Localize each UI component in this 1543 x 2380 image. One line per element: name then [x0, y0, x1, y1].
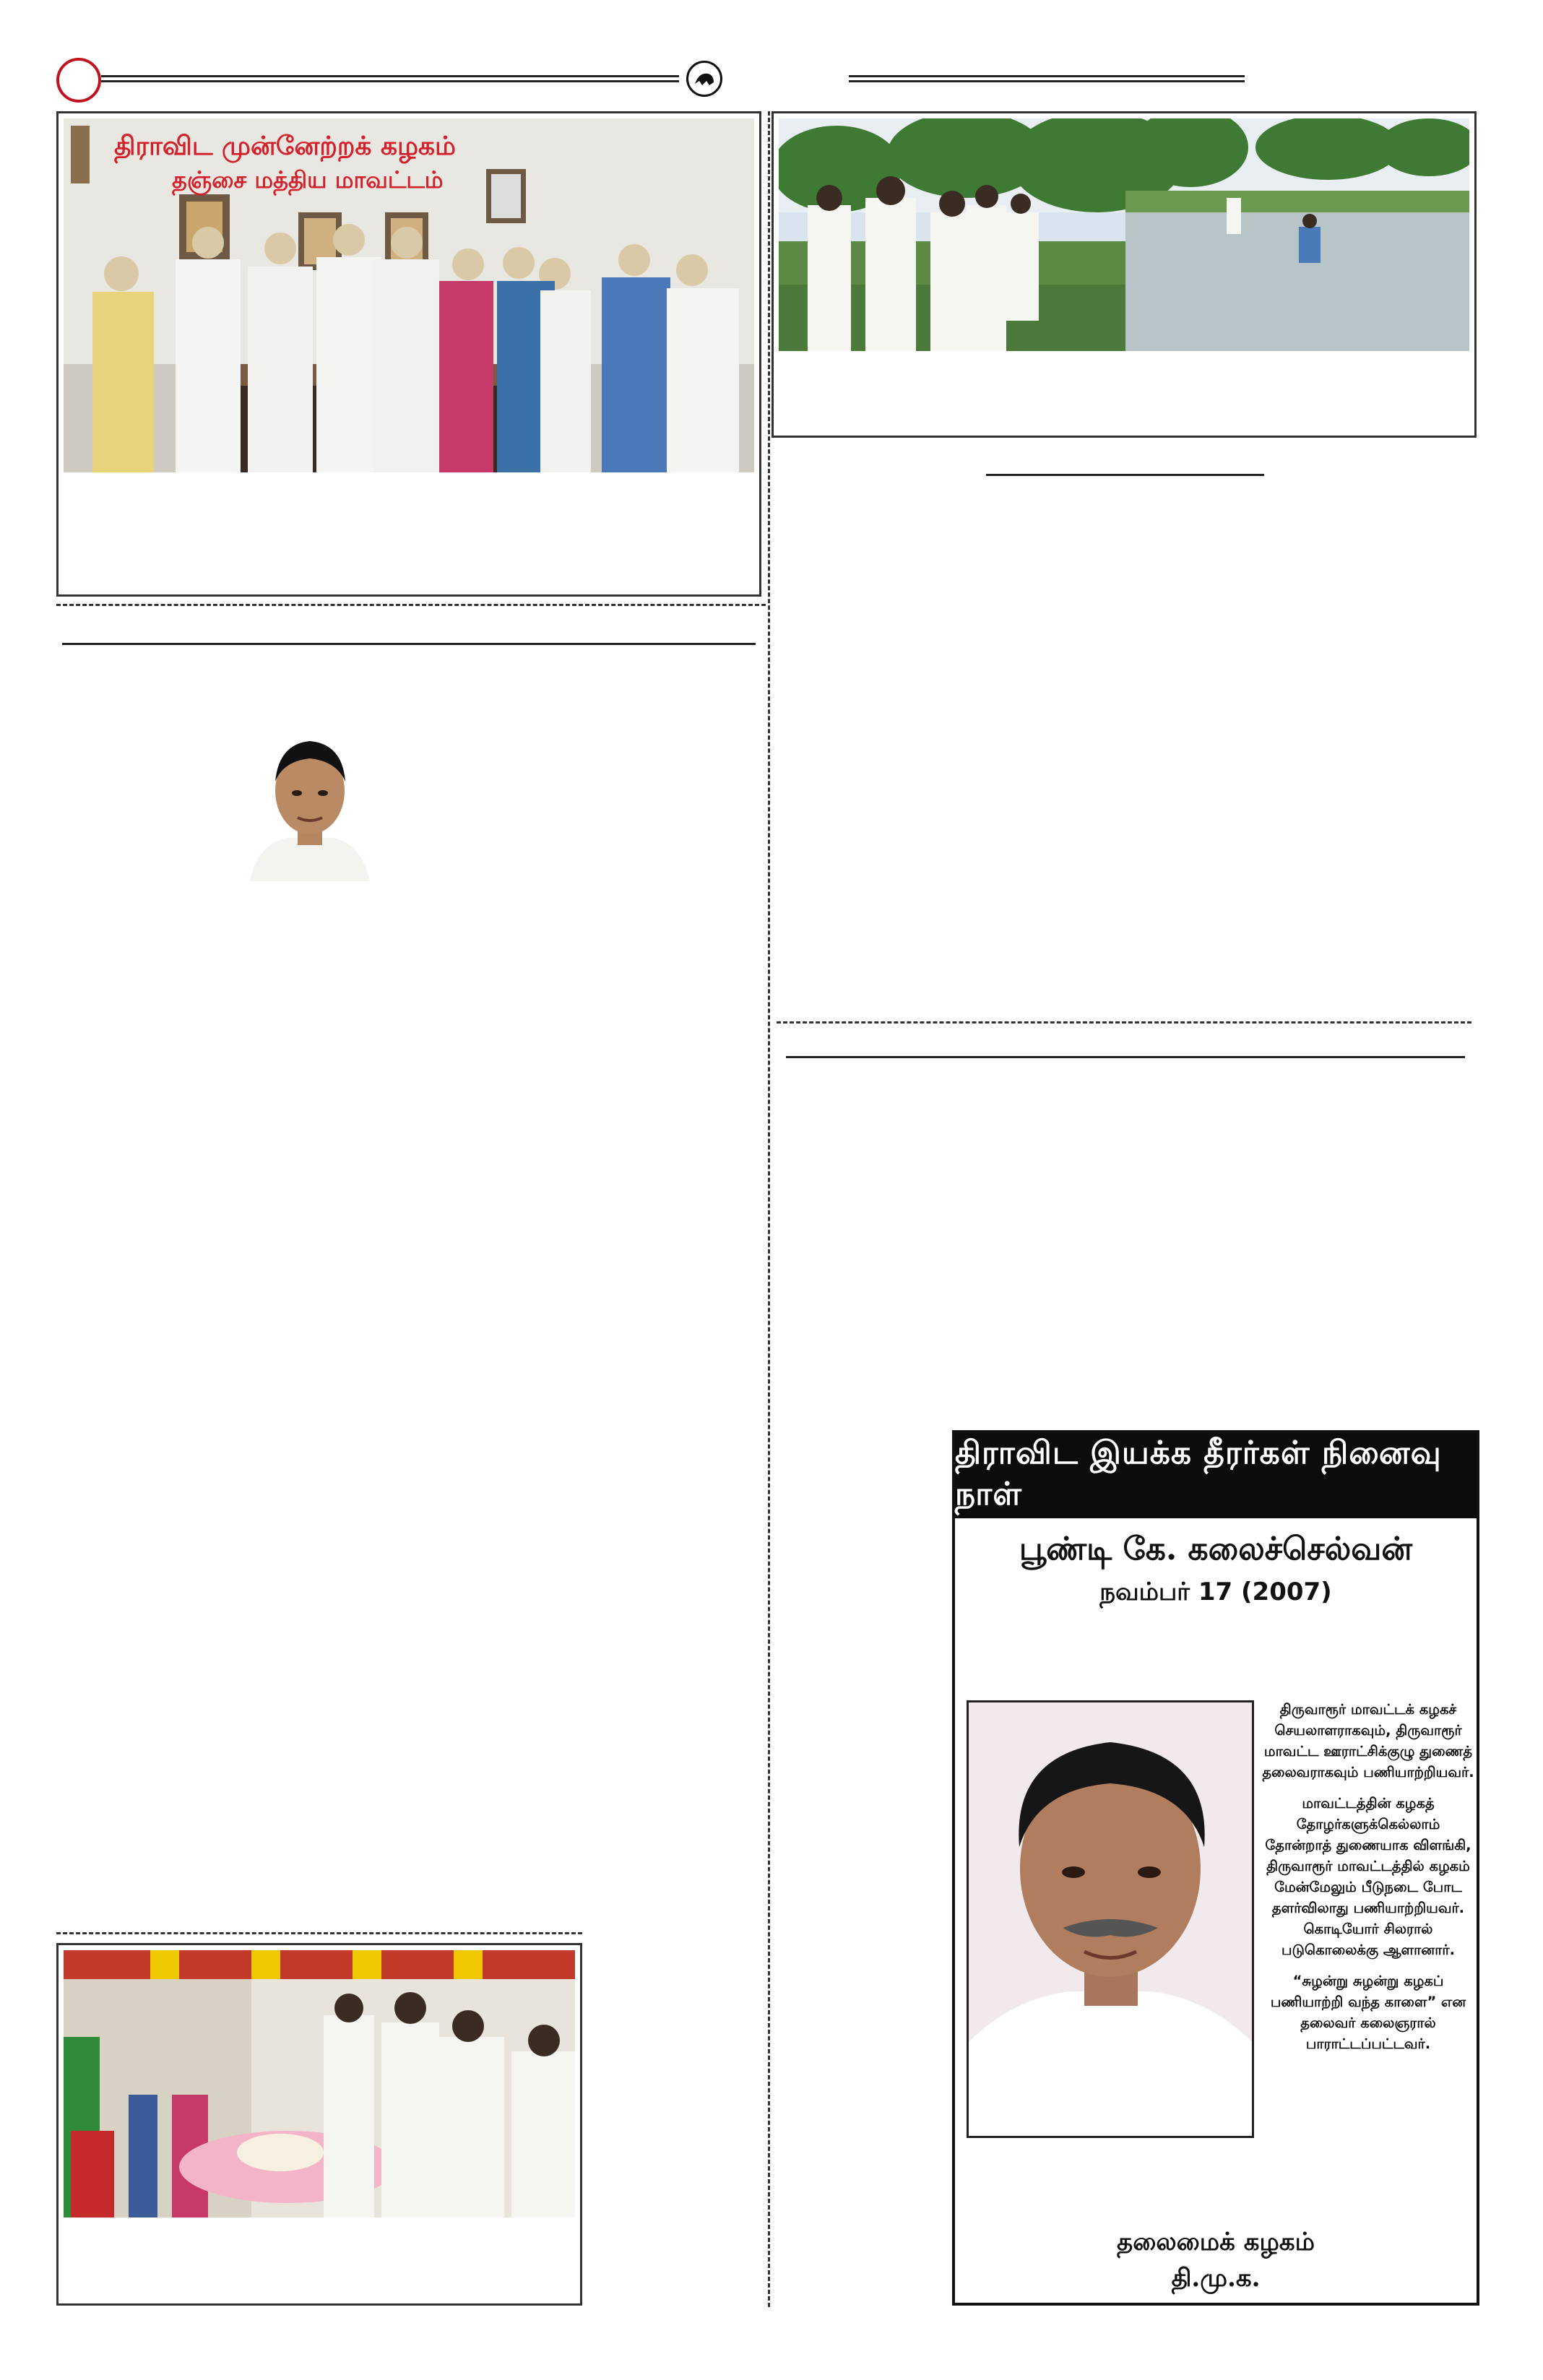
banner-line-2: தஞ்சை மத்திய மாவட்டம்	[172, 166, 444, 194]
section-rule-left	[62, 643, 756, 645]
section-rule-right-1	[986, 474, 1264, 476]
memorial-bio-1: திருவாரூர் மாவட்டக் கழகச் செயலாளராகவும், திருவாரூர் மாவட்ட ஊராட்சிக்குழு துணைத் தலைவராகவும் பணியாற்றியவர்.	[1262, 1701, 1474, 1780]
memorial-date: நவம்பர் 17 (2007)	[1099, 1578, 1332, 1606]
field-inspection-photo	[779, 118, 1469, 351]
dashed-separator-left-bottom	[56, 1932, 582, 1934]
portrait-headshot	[250, 730, 370, 881]
rising-sun-emblem-icon	[686, 61, 722, 97]
masthead-rule-left	[101, 75, 679, 82]
column-divider	[768, 111, 770, 2307]
meeting-photo	[64, 118, 754, 472]
memorial-footer-line-2: தி.மு.க.	[1171, 2264, 1261, 2293]
masthead-red-circle	[56, 58, 101, 103]
banner-line-1: திராவிட முன்னேற்றக் கழகம்	[114, 131, 456, 161]
masthead-rule-right	[849, 75, 1245, 82]
condolence-photo	[64, 1950, 575, 2217]
section-rule-right-2	[786, 1056, 1465, 1058]
memorial-header: திராவிட இயக்க தீரர்கள் நினைவு நாள்	[955, 1433, 1477, 1518]
memorial-bio	[1261, 1699, 1475, 2064]
memorial-footer-line-1: தலைமைக் கழகம்	[1117, 2228, 1315, 2256]
memorial-advertisement	[952, 1430, 1479, 2306]
dashed-separator-left-top	[56, 604, 766, 606]
memorial-name: பூண்டி கே. கலைச்செல்வன்	[1019, 1531, 1413, 1567]
memorial-bio-2: மாவட்டத்தின் கழகத் தோழர்களுக்கெல்லாம் தோன்றாத் துணையாக விளங்கி, திருவாரூர் மாவட்டத்தில் கழகம் மேன்மேலும் பீடுநடை போட தளர்விலாது பணியாற்றியவர். கொடியோர் சிலரால் படுகொலைக்கு ஆளானார்.	[1265, 1795, 1471, 1958]
memorial-bio-3: “சுழன்று சுழன்று கழகப் பணியாற்றி வந்த காளை” என தலைவர் கலைஞரால் பாராட்டப்பட்டவர்.	[1270, 1973, 1466, 2052]
dashed-separator-right	[777, 1021, 1471, 1024]
memorial-portrait	[967, 1700, 1254, 2138]
memorial-footer	[955, 2224, 1477, 2296]
